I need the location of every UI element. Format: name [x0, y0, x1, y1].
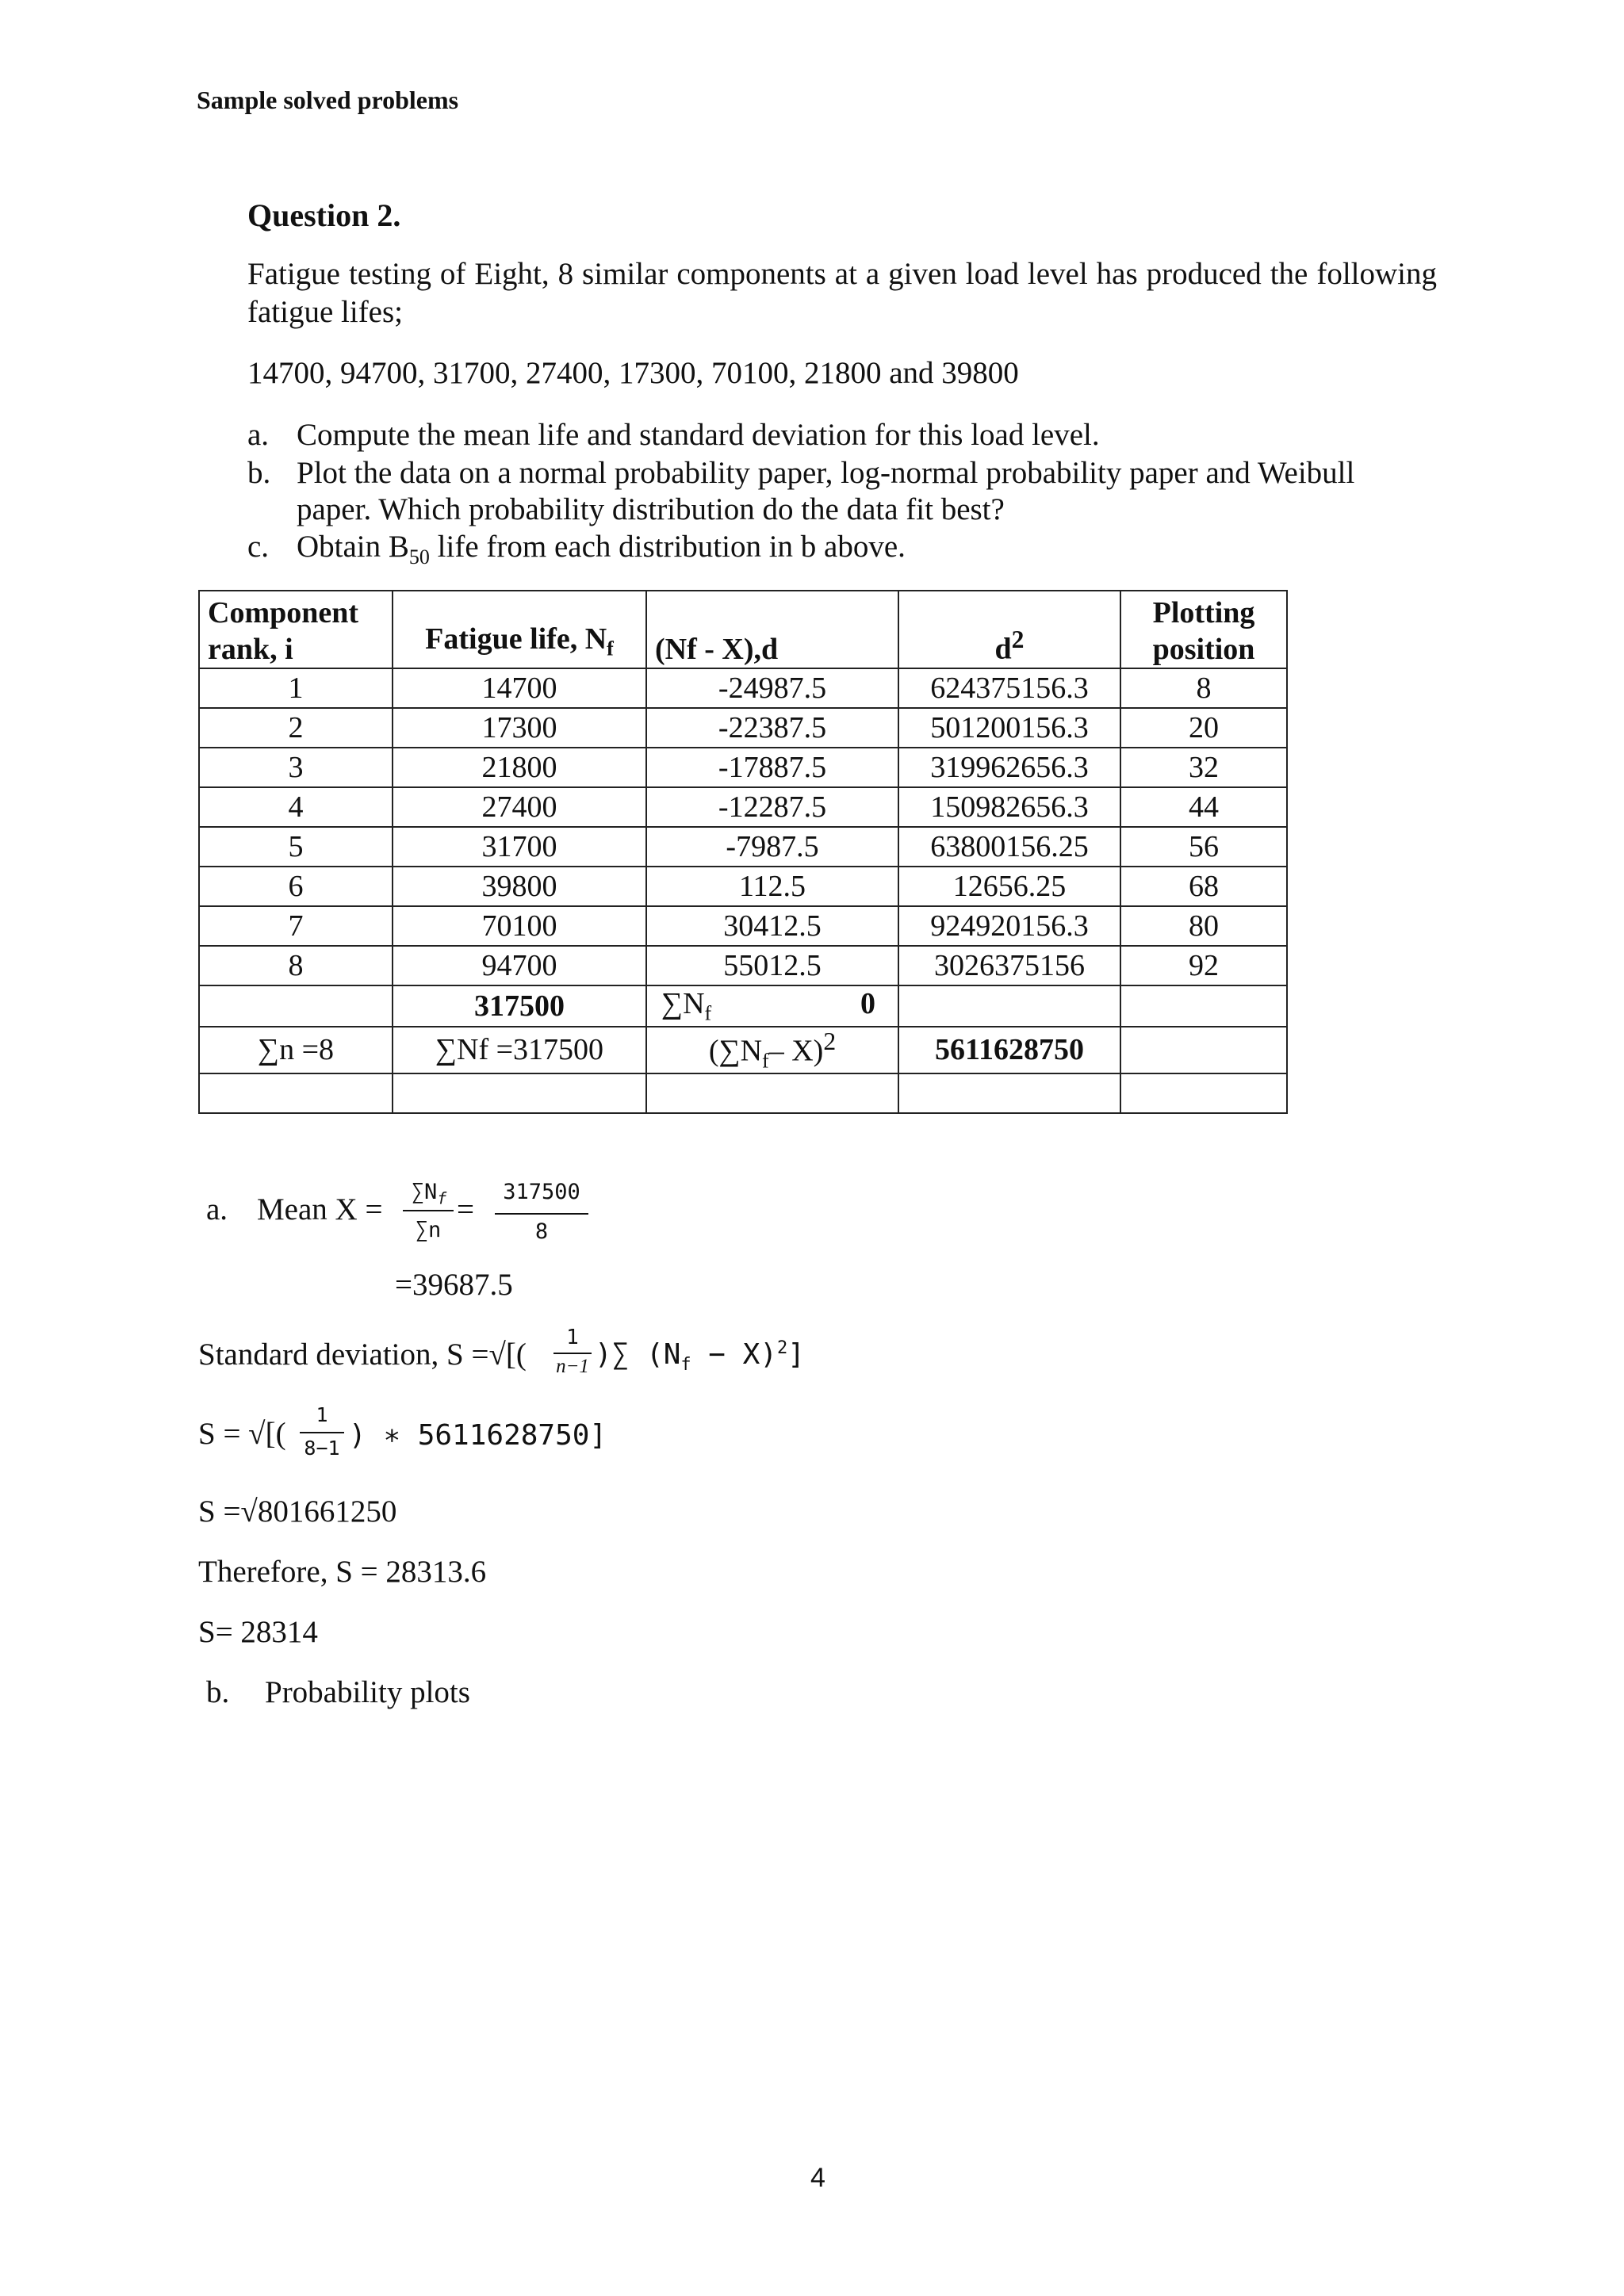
cell-empty — [199, 1073, 393, 1113]
table-header-row — [199, 591, 1287, 668]
cell-d2: 12656.25 — [898, 867, 1120, 906]
header-component-rank: Component rank, i — [199, 591, 393, 668]
cell-pos: 68 — [1120, 867, 1287, 906]
cell-empty — [393, 1073, 646, 1113]
mean-frac1-num: $\sum N_f$ — [411, 1180, 447, 1208]
cell-dev: 112.5 — [646, 867, 898, 906]
cell-rank: 8 — [199, 946, 393, 985]
mean-equals: = — [457, 1192, 474, 1226]
mean-frac1-den: ∑n — [415, 1218, 442, 1242]
solution-a-letter: a. — [206, 1192, 228, 1226]
cell-life: 17300 — [393, 708, 646, 748]
cell-d2: 624375156.3 — [898, 668, 1120, 708]
table-row — [199, 827, 1287, 867]
cell-dev: -12287.5 — [646, 787, 898, 827]
cell-rank: 1 — [199, 668, 393, 708]
cell-empty — [646, 1073, 898, 1113]
solution-b-text: Probability plots — [265, 1675, 470, 1709]
mean-label: Mean X = — [257, 1192, 383, 1226]
item-b-text-line1: Plot the data on a normal probability paper, log-normal probability paper and Weibull — [297, 456, 1355, 490]
cell-d2: 501200156.3 — [898, 708, 1120, 748]
s-final-line: S= 28314 — [198, 1615, 318, 1649]
page-number: 4 — [810, 2163, 825, 2193]
cell-empty — [898, 1073, 1120, 1113]
item-b-text-line2: paper. Which probability distribution do the data fit best? — [297, 492, 1005, 526]
cell-pos: 44 — [1120, 787, 1287, 827]
cell-d2: 150982656.3 — [898, 787, 1120, 827]
cell-sum-n: ∑n =8 — [199, 1027, 393, 1073]
table-row — [199, 867, 1287, 906]
s-frac-num: 1 — [316, 1403, 328, 1426]
cell-empty — [1120, 1027, 1287, 1073]
s-equation-label: S = √[( — [198, 1417, 286, 1451]
cell-dev: 55012.5 — [646, 946, 898, 985]
therefore-line: Therefore, S = 28313.6 — [198, 1555, 487, 1589]
sd-frac-line — [553, 1353, 592, 1354]
cell-pos: 92 — [1120, 946, 1287, 985]
cell-empty — [199, 985, 393, 1027]
header-plotting-position: Plotting position — [1120, 591, 1287, 668]
cell-pos: 80 — [1120, 906, 1287, 946]
cell-sum-nf: ∑Nf =317500 — [393, 1027, 646, 1073]
sd-formula-tail: )∑ $(N_f - X)^2$] — [595, 1338, 805, 1376]
cell-pos: 8 — [1120, 668, 1287, 708]
cell-pos: 56 — [1120, 827, 1287, 867]
sd-formula: Standard deviation, S =√[( — [198, 1337, 527, 1372]
table-sum-row — [199, 1027, 1287, 1073]
cell-dev: 30412.5 — [646, 906, 898, 946]
cell-rank: 4 — [199, 787, 393, 827]
cell-rank: 5 — [199, 827, 393, 867]
cell-life: 70100 — [393, 906, 646, 946]
cell-life: 21800 — [393, 748, 646, 787]
mean-frac1-line — [403, 1210, 454, 1211]
cell-life: 94700 — [393, 946, 646, 985]
solution-b-letter: b. — [206, 1675, 230, 1709]
cell-d2: 319962656.3 — [898, 748, 1120, 787]
item-a-letter: a. — [247, 418, 270, 452]
table-empty-row — [199, 1073, 1287, 1113]
cell-d2: 924920156.3 — [898, 906, 1120, 946]
item-b-letter: b. — [247, 456, 271, 490]
mean-frac2-line — [495, 1213, 588, 1215]
cell-dev: -7987.5 — [646, 827, 898, 867]
question-title: Question 2. — [247, 197, 401, 233]
cell-life: 39800 — [393, 867, 646, 906]
cell-rank: 2 — [199, 708, 393, 748]
cell-rank: 6 — [199, 867, 393, 906]
cell-rank: 7 — [199, 906, 393, 946]
cell-life: 14700 — [393, 668, 646, 708]
s-frac-den: 8−1 — [304, 1437, 340, 1460]
header-fatigue-life: Fatigue life, $N_f$ — [393, 591, 646, 668]
item-a-text: Compute the mean life and standard deviation for this load level. — [297, 418, 1100, 452]
table-row — [199, 946, 1287, 985]
table-row — [199, 668, 1287, 708]
cell-empty — [1120, 1073, 1287, 1113]
header-deviation: (Nf - X),d — [646, 591, 898, 668]
cell-dev: -17887.5 — [646, 748, 898, 787]
cell-life-total: 317500 — [393, 985, 646, 1027]
table-row — [199, 708, 1287, 748]
dev-total-value: 0 — [860, 987, 875, 1020]
item-c-letter: c. — [247, 530, 270, 564]
sd-frac-den: n−1 — [556, 1356, 589, 1377]
cell-sum-d2: 5611628750 — [898, 1027, 1120, 1073]
mean-frac2-num: 317500 — [503, 1180, 580, 1204]
cell-dev: -24987.5 — [646, 668, 898, 708]
cell-rank: 3 — [199, 748, 393, 787]
s-frac-line — [300, 1432, 344, 1433]
cell-sum-dev: ($\sum N_f-$ X)$^2$ — [646, 1027, 898, 1073]
cell-empty — [1120, 985, 1287, 1027]
cell-d2: 63800156.25 — [898, 827, 1120, 867]
s-equation-tail: ) ∗ 5611628750] — [349, 1419, 607, 1452]
fatigue-data-table — [198, 590, 1288, 1114]
cell-empty — [898, 985, 1120, 1027]
cell-dev-total — [646, 985, 898, 1027]
page-header: Sample solved problems — [197, 86, 459, 114]
table-row — [199, 787, 1287, 827]
cell-pos: 20 — [1120, 708, 1287, 748]
cell-d2: 3026375156 — [898, 946, 1120, 985]
question-intro: Fatigue testing of Eight, 8 similar components at a given load level has produced the following fatigue lifes; — [247, 257, 1437, 329]
item-c-text: Obtain $B_{50}$ life from each distribution in b above. — [297, 530, 906, 568]
dev-total-label: $\sum N_f$ — [661, 987, 712, 1025]
table-total-row — [199, 985, 1287, 1027]
s-sqrt-line: S =√801661250 — [198, 1494, 397, 1529]
cell-dev: -22387.5 — [646, 708, 898, 748]
header-d-squared: $d^2$ — [898, 591, 1120, 668]
fatigue-lifes-list: 14700, 94700, 31700, 27400, 17300, 70100, 21800 and 39800 — [247, 356, 1019, 390]
mean-result: =39687.5 — [395, 1268, 513, 1302]
sd-frac-num: 1 — [566, 1326, 579, 1349]
cell-life: 31700 — [393, 827, 646, 867]
table-row — [199, 748, 1287, 787]
cell-life: 27400 — [393, 787, 646, 827]
table-row — [199, 906, 1287, 946]
mean-frac2-den: 8 — [534, 1219, 549, 1244]
cell-pos: 32 — [1120, 748, 1287, 787]
